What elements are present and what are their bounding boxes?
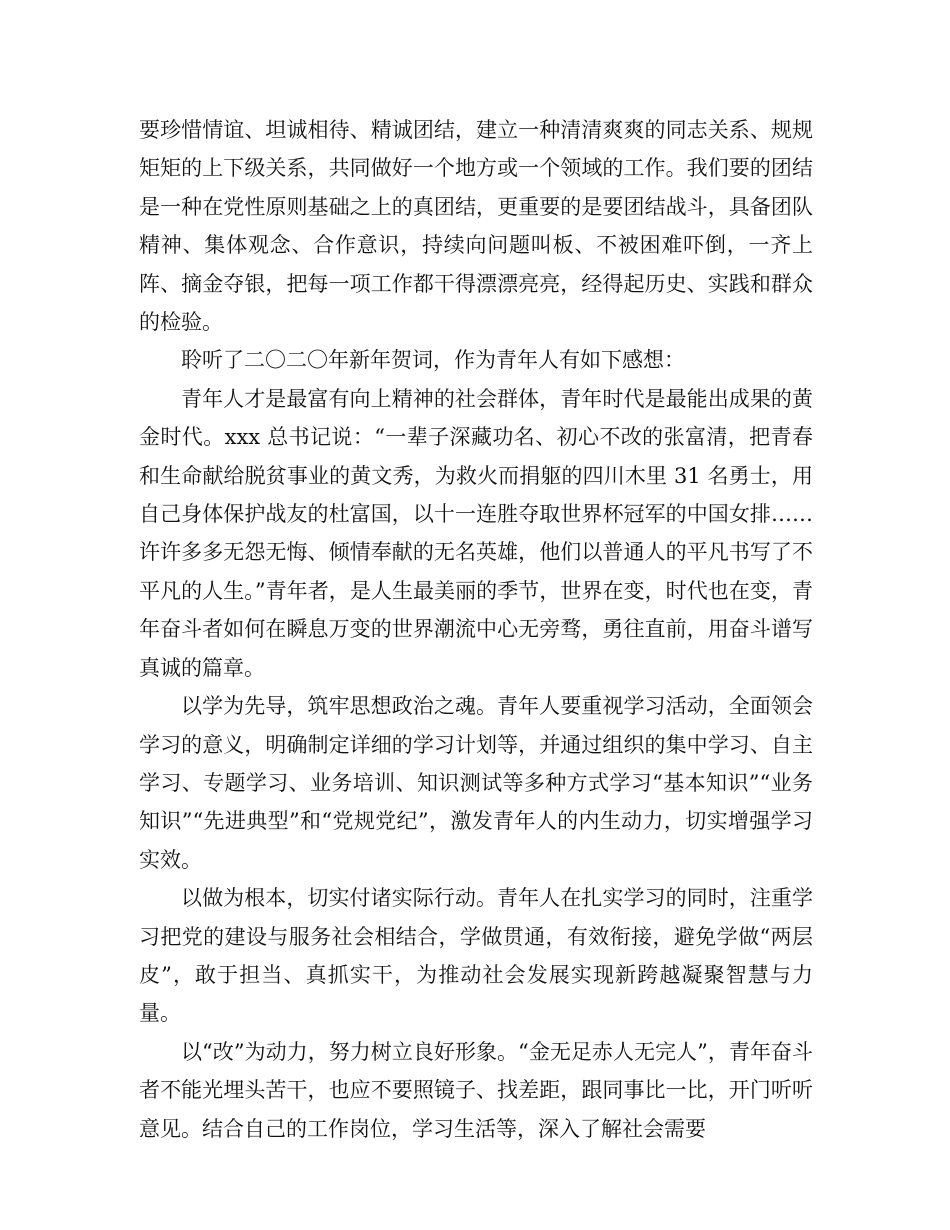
paragraph-reform-drive: 以“改”为动力，努力树立良好形象。“金无足赤人无完人”，青年奋斗者不能光埋头苦干，也应不要照镜子、找差距，跟同事比一比，开门听听意见。结合自己的工作岗位，学习生活等，深入了解社会需要 — [139, 1039, 813, 1141]
paragraph-action-root: 以做为根本，切实付诸实际行动。青年人在扎实学习的同时，注重学习把党的建设与服务社会相结合，学做贯通，有效衔接，避免学做“两层皮”，敢于担当、真抓实干，为推动社会发展实现新跨越凝聚智慧与力量。 — [139, 886, 813, 1026]
paragraph-continued: 要珍惜情谊、坦诚相待、精诚团结，建立一种清清爽爽的同志关系、规规矩矩的上下级关系，共同做好一个地方或一个领域的工作。我们要的团结是一种在党性原则基础之上的真团结，更重要的是要团结战斗，具备团队精神、集体观念、合作意识，持续向问题叫板、不被困难吓倒，一齐上阵、摘金夺银，把每一项工作都干得漂漂亮亮，经得起历史、实践和群众的检验。 — [139, 118, 813, 335]
paragraph-study-first: 以学为先导，筑牢思想政治之魂。青年人要重视学习活动，全面领会学习的意义，明确制定详细的学习计划等，并通过组织的集中学习、自主学习、专题学习、业务培训、知识测试等多种方式学习“基本知识”“业务知识”“先进典型”和“党规党纪”，激发青年人的内生动力，切实增强学习实效。 — [139, 694, 813, 872]
document-body — [139, 111, 813, 1148]
paragraph-heading-reflection: 聆听了二〇二〇年新年贺词，作为青年人有如下感想： — [181, 348, 685, 373]
paragraph-youth-talent: 青年人才是最富有向上精神的社会群体，青年时代是最能出成果的黄金时代。xxx 总书记说：“一辈子深藏功名、初心不改的张富清，把青春和生命献给脱贫事业的黄文秀，为救火而捐躯的四川木里 31 名勇士，用自己身体保护战友的杜富国，以十一连胜夺取世界杯冠军的中国女排……许许多多无怨无悔、倾情奉献的无名英雄，他们以普通人的平凡书写了不平凡的人生。”青年者，是人生最美丽的季节，世界在变，时代也在变，青年奋斗者如何在瞬息万变的世界潮流中心无旁骛，勇往直前，用奋斗谱写真诚的篇章。 — [139, 386, 813, 680]
